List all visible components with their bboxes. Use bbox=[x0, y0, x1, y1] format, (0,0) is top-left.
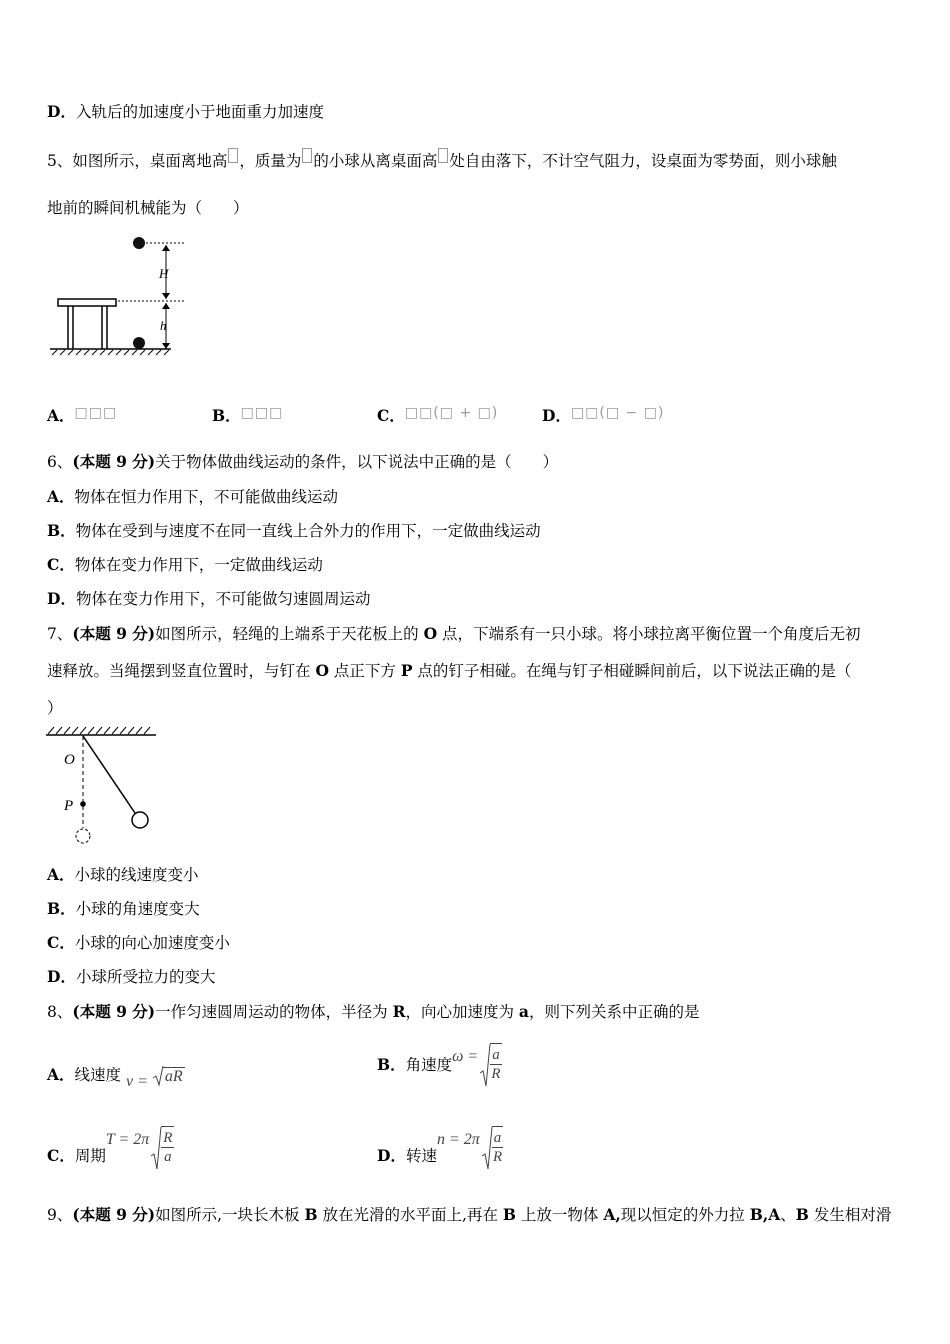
sqrt-a-over-R: $\frac{a}{R}$ bbox=[480, 1043, 502, 1087]
q6-option-d[interactable]: D．物体在变力作用下，不可能做匀速圆周运动 bbox=[47, 589, 371, 608]
q5-stem-line1: 5、如图所示，桌面离地高 ，质量为 的小球从离桌面高 处自由落下，不计空气阻力，设桌面为零势面，则小球触 bbox=[47, 148, 837, 171]
q9-stem: 9、(本题 9 分)如图所示,一块长木板 B 放在光滑的水平面上,再在 B 上放一物体 A,现以恒定的外力拉 B,A、B 发生相对滑 bbox=[47, 1205, 892, 1224]
sqrt-a-over-R-2: $\frac{a}{R}$ bbox=[482, 1126, 504, 1170]
q8-option-b[interactable]: B． 角速度 ω = $\frac{a}{R}$ bbox=[377, 1040, 502, 1090]
q6-option-c[interactable]: C．物体在变力作用下，一定做曲线运动 bbox=[47, 555, 323, 574]
label-O: O bbox=[64, 752, 75, 768]
sqrt-aR: aR bbox=[153, 1066, 185, 1086]
q7-stem-line2: 速释放。当绳摆到竖直位置时，与钉在 O 点正下方 P 点的钉子相碰。在绳与钉子相碰瞬间前后，以下说法正确的是（ bbox=[47, 661, 852, 680]
sqrt-R-over-a: $\frac{R}{a}$ bbox=[151, 1126, 174, 1170]
q6-option-a[interactable]: A．物体在恒力作用下，不可能做曲线运动 bbox=[47, 487, 339, 506]
missing-symbol-icon bbox=[228, 148, 238, 163]
q6-option-b[interactable]: B．物体在受到与速度不在同一直线上合外力的作用下，一定做曲线运动 bbox=[47, 521, 541, 540]
label-P: P bbox=[64, 798, 74, 814]
q7-option-b[interactable]: B．小球的角速度变大 bbox=[47, 899, 200, 918]
q5-table-ball-figure bbox=[46, 232, 186, 357]
q8-option-a[interactable]: A．线速度 v = aR bbox=[47, 1065, 183, 1090]
q7-option-d[interactable]: D．小球所受拉力的变大 bbox=[47, 967, 216, 986]
q7-stem-line1: 7、(本题 9 分)如图所示，轻绳的上端系于天花板上的 O 点，下端系有一只小球。将小球拉离平衡位置一个角度后无初 bbox=[47, 624, 861, 643]
missing-symbol-icon bbox=[438, 148, 448, 163]
q5-stem-line2: 地前的瞬间机械能为（ ） bbox=[47, 199, 249, 217]
label-h: h bbox=[160, 318, 167, 333]
q8-stem: 8、(本题 9 分)一作匀速圆周运动的物体，半径为 R，向心加速度为 a，则下列关系中正确的是 bbox=[47, 1002, 700, 1021]
q8-option-d[interactable]: D． 转速 n = 2π $\frac{a}{R}$ bbox=[377, 1123, 503, 1173]
q7-option-c[interactable]: C．小球的向心加速度变小 bbox=[47, 933, 230, 952]
q7-stem-line3: ） bbox=[47, 699, 63, 717]
label-H: H bbox=[159, 266, 169, 281]
q5-option-c[interactable]: C．□□(□ + □) bbox=[377, 405, 499, 425]
missing-symbol-icon bbox=[302, 148, 312, 163]
q5-option-d[interactable]: D．□□(□ − □) bbox=[542, 405, 665, 425]
q7-option-a[interactable]: A．小球的线速度变小 bbox=[47, 865, 199, 884]
q8-option-c[interactable]: C． 周期 T = 2π $\frac{R}{a}$ bbox=[47, 1123, 174, 1173]
q4-option-d: D．入轨后的加速度小于地面重力加速度 bbox=[47, 102, 324, 121]
q5-option-b[interactable]: B．□□□ bbox=[212, 405, 284, 425]
q5-option-a[interactable]: A．□□□ bbox=[47, 405, 118, 425]
q7-pendulum-figure bbox=[44, 726, 164, 851]
q6-stem: 6、(本题 9 分)关于物体做曲线运动的条件，以下说法中正确的是（ ） bbox=[47, 452, 559, 471]
